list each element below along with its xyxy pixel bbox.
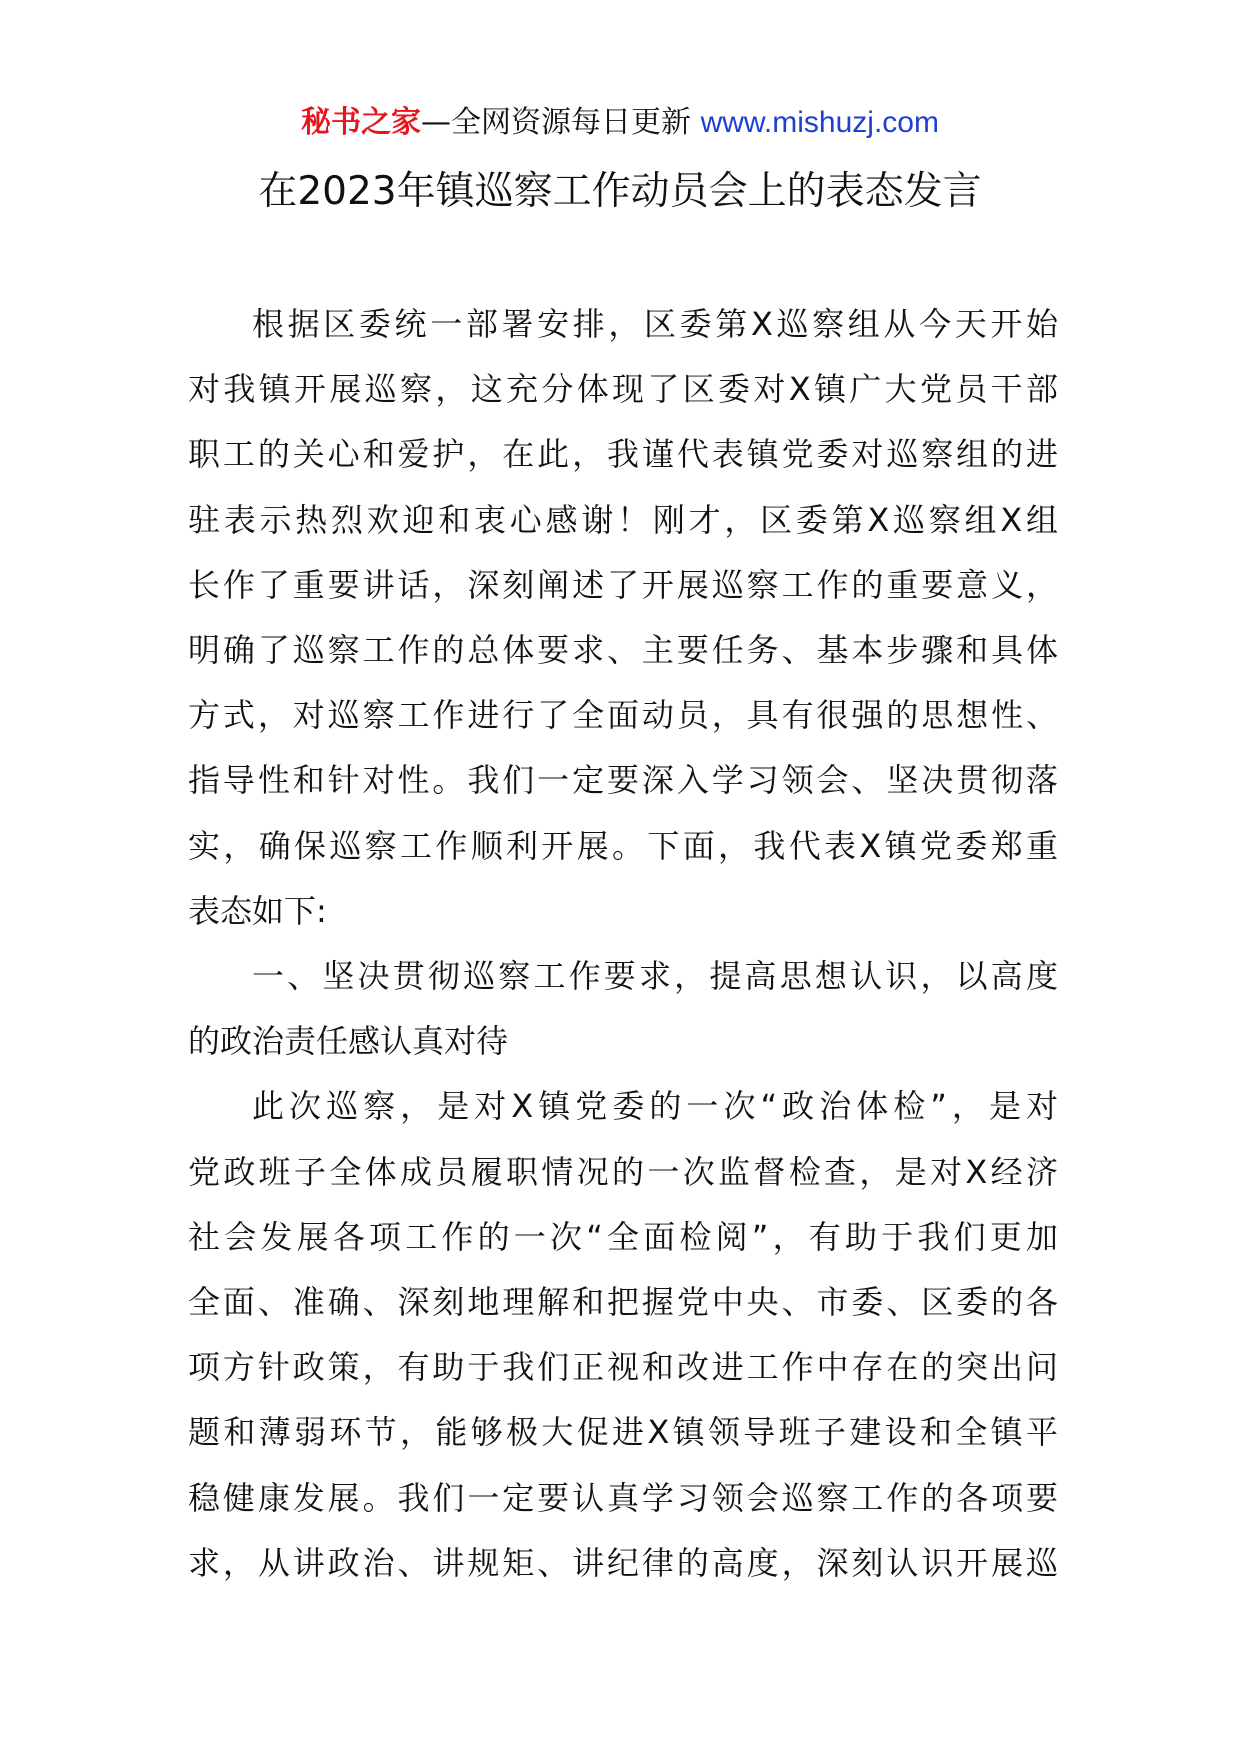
body-line: 党政班子全体成员履职情况的一次监督检查，是对X经济	[188, 1152, 1058, 1191]
body-line: 题和薄弱环节，能够极大促进X镇领导班子建设和全镇平	[188, 1413, 1058, 1452]
site-header	[0, 100, 1240, 146]
body-line: 表态如下:	[188, 891, 327, 930]
body-line: 根据区委统一部署安排，区委第X巡察组从今天开始	[252, 305, 1058, 343]
body-line: 社会发展各项工作的一次“全面检阅”，有助于我们更加	[188, 1217, 1058, 1256]
body-line: 求，从讲政治、讲规矩、讲纪律的高度，深刻认识开展巡	[188, 1543, 1058, 1582]
section-heading-line: 的政治责任感认真对待	[188, 1022, 509, 1061]
body-line: 驻表示热烈欢迎和衷心感谢！刚才，区委第X巡察组X组	[188, 500, 1058, 539]
body-line: 全面、准确、深刻地理解和把握党中央、市委、区委的各	[188, 1283, 1058, 1322]
body-line: 稳健康发展。我们一定要认真学习领会巡察工作的各项要	[188, 1478, 1058, 1517]
body-line: 职工的关心和爱护，在此，我谨代表镇党委对巡察组的进	[188, 435, 1058, 474]
body-line: 项方针政策，有助于我们正视和改进工作中存在的突出问	[188, 1348, 1058, 1387]
body-line: 方式，对巡察工作进行了全面动员，具有很强的思想性、	[188, 696, 1058, 735]
document-body	[188, 292, 1058, 1596]
site-tagline: —全网资源每日更新	[421, 105, 692, 140]
body-line: 长作了重要讲话，深刻阐述了开展巡察工作的重要意义，	[188, 565, 1058, 604]
body-line: 对我镇开展巡察，这充分体现了区委对X镇广大党员干部	[188, 370, 1058, 409]
body-line: 指导性和针对性。我们一定要深入学习领会、坚决贯彻落	[188, 761, 1058, 800]
body-line: 实，确保巡察工作顺利开展。下面，我代表X镇党委郑重	[188, 826, 1058, 865]
section-heading-line: 一、坚决贯彻巡察工作要求，提高思想认识，以高度	[252, 957, 1058, 996]
document-title: 在2023年镇巡察工作动员会上的表态发言	[258, 169, 982, 214]
body-line: 此次巡察，是对X镇党委的一次“政治体检”，是对	[252, 1087, 1058, 1126]
site-brand: 秘书之家	[301, 105, 422, 140]
site-url[interactable]: www.mishuzj.com	[700, 106, 939, 139]
body-line: 明确了巡察工作的总体要求、主要任务、基本步骤和具体	[188, 631, 1058, 670]
